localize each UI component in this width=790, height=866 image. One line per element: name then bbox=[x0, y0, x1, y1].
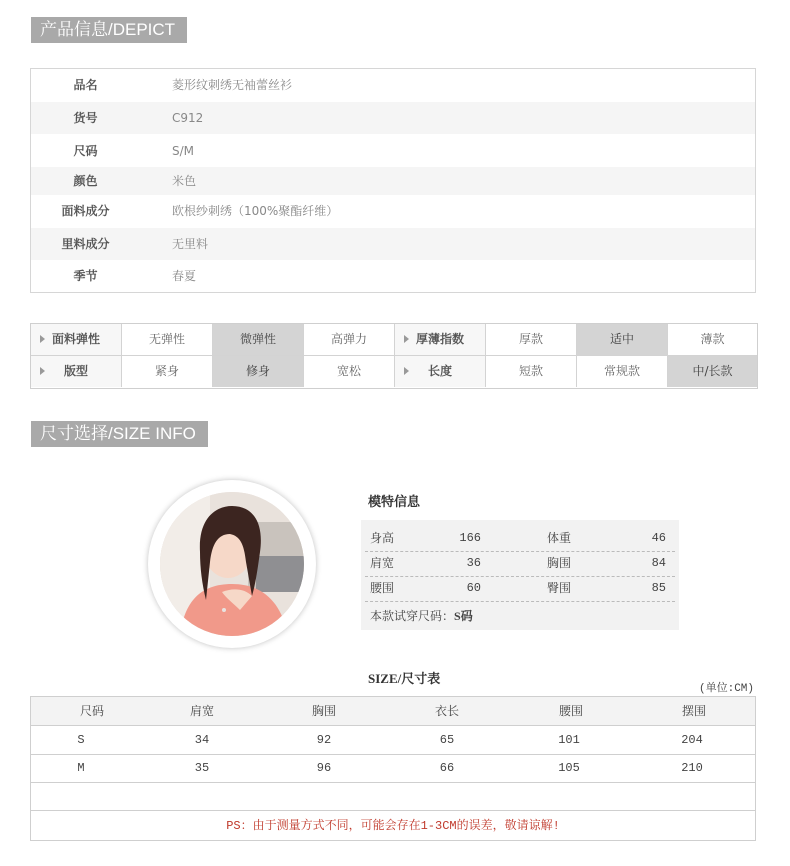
property-option-selected: 中/长款 bbox=[668, 356, 757, 387]
table-cell: 34 bbox=[194, 733, 210, 747]
model-value: 60 bbox=[466, 581, 481, 595]
table-row bbox=[31, 726, 755, 755]
property-option: 紧身 bbox=[122, 356, 213, 387]
info-row bbox=[31, 167, 755, 195]
info-row bbox=[31, 195, 755, 227]
property-label: 长度 bbox=[395, 356, 486, 387]
product-info-table bbox=[30, 68, 756, 293]
info-row bbox=[31, 228, 755, 260]
model-value: 36 bbox=[466, 556, 481, 570]
info-row bbox=[31, 260, 755, 292]
table-header-cell: 摆围 bbox=[681, 704, 706, 718]
model-trial-size bbox=[370, 604, 473, 628]
property-grid bbox=[30, 323, 758, 389]
model-photo-frame bbox=[148, 480, 316, 648]
model-info-row bbox=[361, 576, 679, 600]
table-cell: 66 bbox=[439, 761, 455, 775]
model-photo bbox=[160, 492, 304, 636]
model-key: 臀围 bbox=[547, 581, 572, 595]
property-label: 版型 bbox=[31, 356, 122, 387]
table-header-cell: 胸围 bbox=[311, 704, 336, 718]
info-value: 米色 bbox=[172, 174, 197, 188]
table-header-cell: 肩宽 bbox=[189, 704, 214, 718]
property-option: 常规款 bbox=[577, 356, 668, 387]
info-label: 颜色 bbox=[73, 174, 98, 188]
model-value: 84 bbox=[651, 556, 666, 570]
property-option: 厚款 bbox=[486, 324, 577, 355]
info-label: 尺码 bbox=[73, 144, 98, 158]
section-title-size-info: 尺寸选择/SIZE INFO bbox=[31, 421, 208, 447]
info-row bbox=[31, 102, 755, 134]
table-cell: 105 bbox=[558, 761, 580, 775]
arrow-right-icon bbox=[404, 335, 409, 343]
table-row-empty bbox=[31, 782, 755, 811]
model-note-size: S码 bbox=[454, 609, 473, 623]
section-title-product-info: 产品信息/DEPICT bbox=[31, 17, 187, 43]
model-info-row bbox=[361, 551, 679, 575]
table-header-cell: 衣长 bbox=[434, 704, 459, 718]
size-unit: (单位:CM) bbox=[699, 683, 755, 695]
property-label: 面料弹性 bbox=[31, 324, 122, 355]
info-value: 无里料 bbox=[172, 237, 209, 251]
model-value: 85 bbox=[651, 581, 666, 595]
model-info-box bbox=[361, 520, 679, 630]
info-label: 货号 bbox=[73, 111, 98, 125]
model-key: 肩宽 bbox=[370, 556, 395, 570]
size-table-title: SIZE/尺寸表 bbox=[368, 671, 441, 686]
property-option-selected: 修身 bbox=[213, 356, 304, 387]
model-key: 腰围 bbox=[370, 581, 395, 595]
table-cell: 101 bbox=[558, 733, 580, 747]
table-cell: M bbox=[77, 761, 85, 775]
table-cell: 92 bbox=[316, 733, 332, 747]
table-cell: 96 bbox=[316, 761, 332, 775]
property-option: 短款 bbox=[486, 356, 577, 387]
info-value: 春夏 bbox=[172, 269, 197, 283]
measurement-note: PS：由于测量方式不同，可能会存在1-3CM的误差，敬请谅解! bbox=[226, 819, 560, 833]
info-row bbox=[31, 69, 755, 101]
table-cell: 204 bbox=[681, 733, 703, 747]
arrow-right-icon bbox=[40, 335, 45, 343]
property-option-selected: 微弹性 bbox=[213, 324, 304, 355]
model-value: 166 bbox=[459, 531, 481, 545]
table-cell: 65 bbox=[439, 733, 455, 747]
info-value: 菱形纹刺绣无袖蕾丝衫 bbox=[172, 78, 293, 92]
model-key: 身高 bbox=[370, 531, 395, 545]
model-info-row bbox=[361, 526, 679, 550]
info-value: 欧根纱刺绣（100%聚酯纤维） bbox=[172, 204, 339, 218]
table-row bbox=[31, 754, 755, 783]
property-option: 高弹力 bbox=[304, 324, 395, 355]
property-option: 宽松 bbox=[304, 356, 395, 387]
model-value: 46 bbox=[651, 531, 666, 545]
table-header-row bbox=[31, 697, 755, 726]
model-key: 胸围 bbox=[547, 556, 572, 570]
property-option: 薄款 bbox=[700, 332, 725, 346]
size-table bbox=[30, 696, 756, 841]
info-label: 面料成分 bbox=[61, 204, 110, 218]
arrow-right-icon bbox=[404, 367, 409, 375]
model-key: 体重 bbox=[547, 531, 572, 545]
table-cell: S bbox=[77, 733, 85, 747]
arrow-right-icon bbox=[40, 367, 45, 375]
property-option: 无弹性 bbox=[122, 324, 213, 355]
info-value: S/M bbox=[172, 144, 195, 158]
property-label: 厚薄指数 bbox=[395, 324, 486, 355]
model-portrait-illustration bbox=[160, 492, 304, 636]
info-value: C912 bbox=[172, 111, 204, 125]
info-row bbox=[31, 135, 755, 167]
info-label: 季节 bbox=[73, 269, 98, 283]
table-header-cell: 腰围 bbox=[558, 704, 583, 718]
property-option-selected: 适中 bbox=[577, 324, 668, 355]
divider bbox=[365, 601, 675, 602]
table-cell: 35 bbox=[194, 761, 210, 775]
info-label: 里料成分 bbox=[61, 237, 110, 251]
table-header-cell: 尺码 bbox=[79, 704, 104, 718]
model-note-label: 本款试穿尺码： bbox=[370, 609, 455, 623]
table-cell: 210 bbox=[681, 761, 703, 775]
info-label: 品名 bbox=[73, 78, 98, 92]
model-info-title: 模特信息 bbox=[368, 494, 421, 509]
